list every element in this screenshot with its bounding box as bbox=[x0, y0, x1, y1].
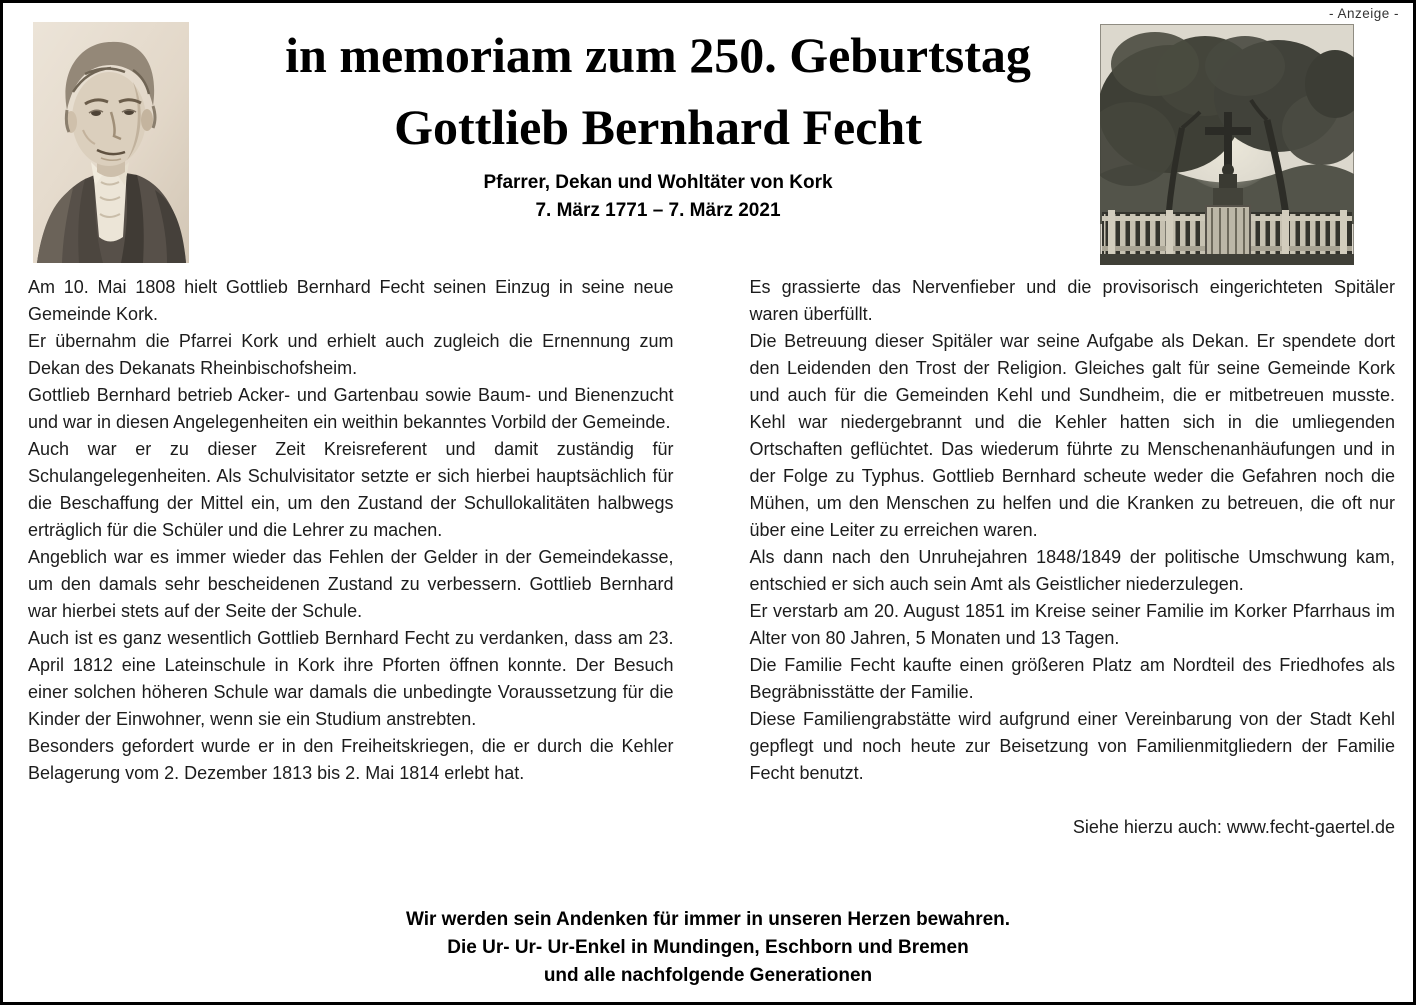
portrait-engraving bbox=[33, 22, 189, 263]
paragraph-left-2: Er übernahm die Pfarrei Kork und erhielt auch zugleich die Ernennung zum Dekan des Dekanats Rheinbischofsheim. bbox=[28, 331, 674, 378]
paragraph-left-5: Angeblich war es immer wieder das Fehlen der Gelder in der Gemeindekasse, um den damals sehr bescheidenen Zustand zu verbessern. Gottlieb Bernhard war hierbei stets auf der Seite der Schule. bbox=[28, 547, 674, 621]
title-block bbox=[189, 27, 1127, 223]
portrait-image bbox=[33, 22, 189, 263]
paragraph-left-6: Auch ist es ganz wesentlich Gottlieb Bernhard Fecht zu verdanken, dass am 23. April 1812 eine Lateinschule in Kork ihre Pforten öffnen konnte. Der Besuch einer solchen höheren Schule war damals die unbedingte Voraussetzung für die Kinder der Einwohner, wenn sie ein Studium anstrebten. bbox=[28, 628, 674, 729]
footer-line-1: Wir werden sein Andenken für immer in unseren Herzen bewahren. bbox=[405, 909, 1011, 930]
subtitle-role: Pfarrer, Dekan und Wohltäter von Kork bbox=[483, 172, 833, 193]
paragraph-right-4: Er verstarb am 20. August 1851 im Kreise seiner Familie im Korker Pfarrhaus im Alter von 80 Jahren, 5 Monaten und 13 Tagen. bbox=[749, 601, 1395, 648]
body-columns bbox=[28, 274, 1395, 841]
memorial-cross-image bbox=[1100, 24, 1354, 265]
see-also-reference: Siehe hierzu auch: www.fecht-gaertel.de bbox=[1072, 817, 1395, 837]
subtitle-dates: 7. März 1771 – 7. März 2021 bbox=[535, 200, 781, 221]
paragraph-right-6: Diese Familiengrabstätte wird aufgrund einer Vereinbarung von der Stadt Kehl gepflegt und noch heute zur Beisetzung von Familienmitgliedern der Familie Fecht benutzt. bbox=[749, 709, 1395, 783]
paragraph-left-4: Auch war er zu dieser Zeit Kreisreferent und damit zuständig für Schulangelegenheiten. Als Schulvisitator setzte er sich hierbei hauptsächlich für die Beschaffung der Mittel ein, um den Zustand der Schullokalitäten halbwegs erträglich für die Schüler und die Lehrer zu machen. bbox=[28, 439, 674, 540]
page-title-line-1: in memoriam zum 250. Geburtstag bbox=[285, 27, 1031, 83]
paragraph-right-5: Die Familie Fecht kaufte einen größeren Platz am Nordteil des Friedhofes als Begräbnisstätte der Familie. bbox=[749, 655, 1395, 702]
paragraph-left-3: Gottlieb Bernhard betrieb Acker- und Gartenbau sowie Baum- und Bienenzucht und war in diesen Angelegenheiten ein weithin bekanntes Vorbild der Gemeinde. bbox=[28, 385, 674, 432]
paragraph-left-7: Besonders gefordert wurde er in den Freiheitskriegen, die er durch die Kehler Belagerung vom 2. Dezember 1813 bis 2. Mai 1814 erlebt hat. bbox=[28, 736, 674, 783]
footer-line-2: Die Ur- Ur- Ur-Enkel in Mundingen, Eschborn und Bremen bbox=[447, 937, 969, 958]
anzeige-label: - Anzeige - bbox=[1328, 6, 1399, 21]
paragraph-right-3: Als dann nach den Unruhejahren 1848/1849 der politische Umschwung kam, entschied er sich auch sein Amt als Geistlicher niederzulegen. bbox=[749, 547, 1395, 594]
paragraph-left-1: Am 10. Mai 1808 hielt Gottlieb Bernhard Fecht seinen Einzug in seine neue Gemeinde Kork. bbox=[28, 277, 674, 324]
right-column bbox=[750, 274, 1396, 841]
memorial-cross-etching bbox=[1100, 24, 1354, 265]
page-title-line-2: Gottlieb Bernhard Fecht bbox=[394, 99, 922, 155]
footer-line-3: und alle nachfolgende Generationen bbox=[543, 965, 873, 986]
paragraph-right-1: Es grassierte das Nervenfieber und die provisorisch eingerichteten Spitäler waren überfüllt. bbox=[749, 277, 1395, 324]
left-column bbox=[28, 274, 674, 841]
paragraph-right-2: Die Betreuung dieser Spitäler war seine Aufgabe als Dekan. Er spendete dort den Leidenden den Trost der Religion. Gleiches galt für seine Gemeinde Kork und auch für die Gemeinden Kehl und Sundheim, die er mitbetreuen musste. Kehl war niedergebrannt und die Kehler hatten sich in die umliegenden Ortschaften geflüchtet. Das wiederum führte zu Menschenanhäufungen und in der Folge zu Typhus. Gottlieb Bernhard scheute weder die Gefahren noch die Mühen, um den Menschen zu helfen und die Kranken zu betreuen, die oft nur über eine Leiter zu erreichen waren. bbox=[749, 331, 1395, 540]
footer-dedication bbox=[3, 906, 1413, 990]
